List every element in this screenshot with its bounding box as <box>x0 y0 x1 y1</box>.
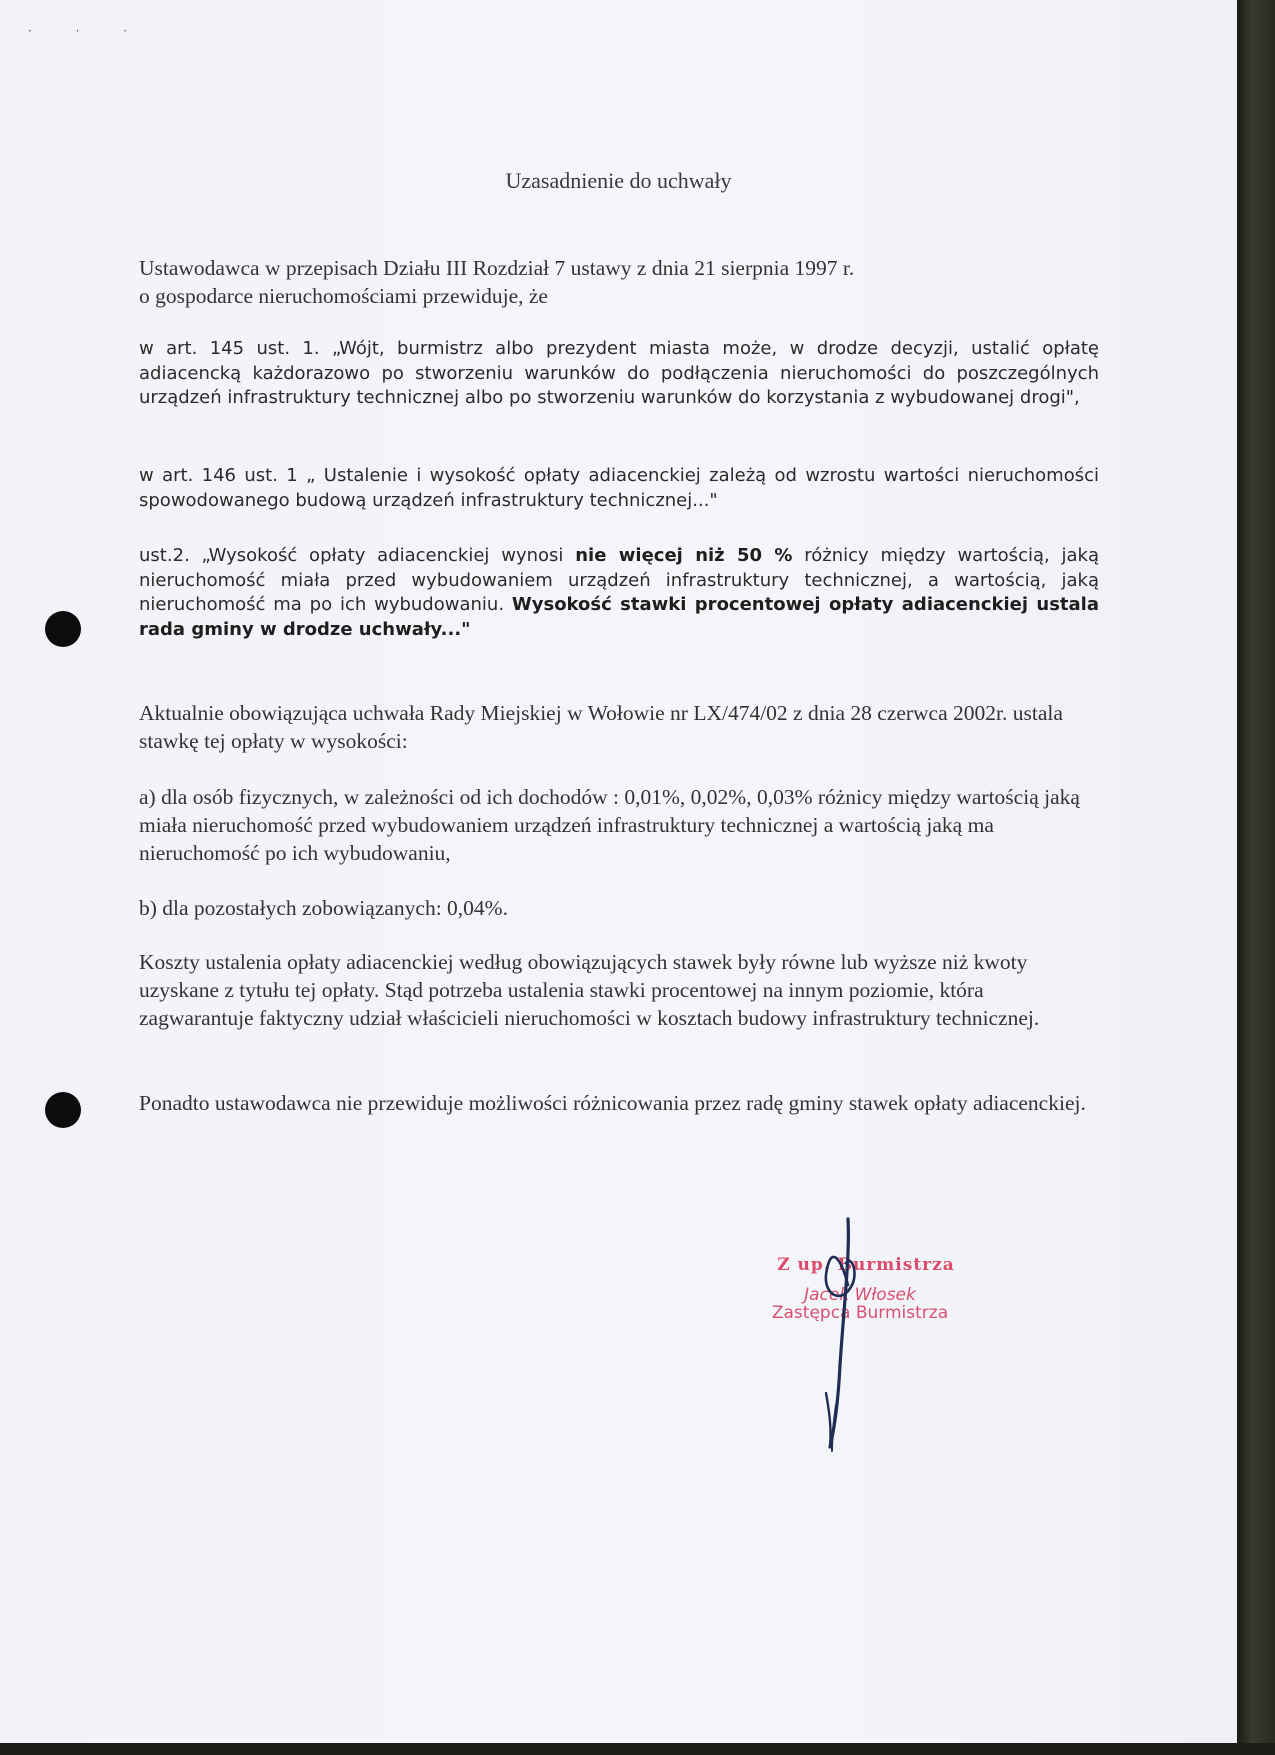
ust-2-bold-limit: nie więcej niż 50 % <box>575 545 793 566</box>
intro-line-1: Ustawodawca w przepisach Działu III Rozdział 7 ustawy z dnia 21 sierpnia 1997 r. <box>139 256 855 280</box>
ust-2-part-a: ust.2. „Wysokość opłaty adiacenckiej wynosi <box>139 545 576 566</box>
scanner-edge-bottom <box>0 1743 1275 1755</box>
item-a-paragraph: a) dla osób fizycznych, w zależności od ich dochodów : 0,01%, 0,02%, 0,03% różnicy między wartością jaką miała nieruchomość przed wybudowaniem urządzeń infrastruktury technicznej a wartością jaką ma nieruchomość po ich wybudowaniu, <box>139 785 1080 865</box>
ust-2-quote <box>139 544 1099 642</box>
punch-hole-top <box>45 611 81 647</box>
ust-2-part-c: różnicy między wartością, jaką nieruchomość miała przed wybudowaniem urządzeń infrastruktury technicznej, a wartością, jaką nieruchomość ma po ich wybudowaniu. <box>139 545 1100 615</box>
punch-hole-bottom <box>45 1092 81 1128</box>
art-146-quote: w art. 146 ust. 1 „ Ustalenie i wysokość opłaty adiacenckiej zależą od wzrostu wartości nieruchomości spowodowanego budową urządzeń infrastruktury technicznej..." <box>139 465 1099 511</box>
scanner-edge-right <box>1237 0 1275 1755</box>
stamp-line-2: Jacek Włosek <box>804 1285 916 1305</box>
intro-paragraph <box>139 254 1099 310</box>
handwritten-signature <box>790 1215 910 1455</box>
art-145-quote: w art. 145 ust. 1. „Wójt, burmistrz albo prezydent miasta może, w drodze decyzji, ustalić opłatę adiacencką każdorazowo po stworzeniu warunków do podłączenia nieruchomości do poszczególnych urządzeń infrastruktury technicznej albo po stworzeniu warunków do korzystania z wybudowanej drogi", <box>139 338 1099 408</box>
intro-line-2: o gospodarce nieruchomościami przewiduje, że <box>139 284 548 308</box>
moreover-paragraph: Ponadto ustawodawca nie przewiduje możliwości różnicowania przez radę gminy stawek opłaty adiacenckiej. <box>139 1091 1086 1115</box>
current-resolution-paragraph: Aktualnie obowiązująca uchwała Rady Miejskiej w Wołowie nr LX/474/02 z dnia 28 czerwca 2002r. ustala stawkę tej opłaty w wysokości: <box>139 701 1063 753</box>
ust-2-bold-rate: Wysokość stawki procentowej opłaty adiacenckiej ustala rada gminy w drodze uchwały..." <box>139 594 1099 640</box>
document-title: Uzasadnienie do uchwały <box>505 168 732 193</box>
stamp-line-1: Z up. Burmistrza <box>777 1255 955 1275</box>
costs-paragraph: Koszty ustalenia opłaty adiacenckiej według obowiązujących stawek były równe lub wyższe niż kwoty uzyskane z tytułu tej opłaty. Stąd potrzeba ustalenia stawki procentowej na innym poziomie, która zagwarantuje faktyczny udział właścicieli nieruchomości w kosztach budowy infrastruktury technicznej. <box>139 950 1040 1030</box>
scan-specks: · · · <box>28 24 148 38</box>
item-b-paragraph: b) dla pozostałych zobowiązanych: 0,04%. <box>139 896 508 920</box>
stamp-line-3: Zastępca Burmistrza <box>771 1303 949 1323</box>
